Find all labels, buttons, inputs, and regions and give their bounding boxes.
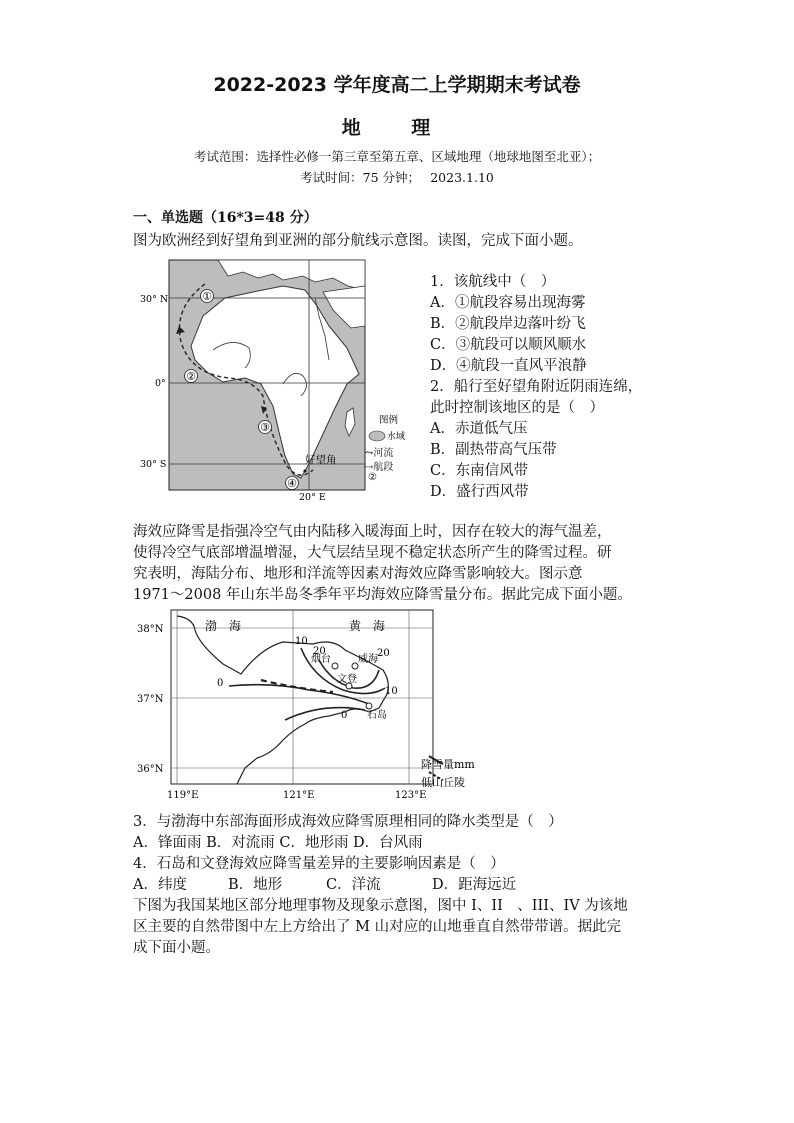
segment-3-label: ③ [260, 421, 270, 434]
shidao-label: 石岛 [367, 710, 387, 721]
segment-1-label: ① [202, 290, 212, 303]
lon-20e-label: 20° E [299, 492, 326, 503]
contour-0-label-b: 0 [341, 710, 348, 721]
intro-paragraph-3-line-1: 下图为我国某地区部分地理事物及现象示意图，图中 I、II 、III、IV 为该地 [133, 898, 628, 914]
legend-river-icon: ⤳ [365, 448, 374, 459]
cape-label: 好望角 [305, 454, 337, 466]
bohai-label: 渤 海 [205, 619, 242, 633]
segment-4-label: ④ [287, 477, 297, 490]
q1-option-a: A．①航段容易出现海雾 [430, 295, 586, 311]
q1-option-d: D．④航段一直风平浪静 [430, 358, 587, 374]
subject-title: 地 理 [341, 117, 453, 139]
intro-paragraph-2-line-4: 1971～2008 年山东半岛冬季年平均海效应降雪量分布。据此完成下面小题。 [133, 587, 632, 603]
segment-2-label: ② [186, 370, 196, 383]
legend-snow-label: 降雪量mm [421, 758, 475, 771]
intro-paragraph-2-line-1: 海效应降雪是指强冷空气由内陆移入暖海面上时，因存在较大的海气温差， [133, 524, 612, 540]
contour-0-label-a: 0 [217, 678, 224, 689]
intro-paragraph-1: 图为欧洲经到好望角到亚洲的部分航线示意图。读图，完成下面小题。 [133, 233, 583, 249]
contour-10-label-a: 10 [295, 636, 308, 647]
section-heading: 一、单选题（16*3=48 分） [133, 210, 318, 226]
legend-river-label: 河流 [373, 448, 394, 459]
q2-option-b: B．副热带高气压带 [430, 442, 557, 458]
legend-river-row [365, 444, 393, 459]
lat-36n-label: 36°N [137, 764, 164, 775]
legend-hill-label: 低山丘陵 [421, 776, 465, 789]
legend-water-swatch [369, 431, 385, 441]
lat-0-label: 0° [155, 378, 166, 389]
intro-paragraph-2-line-2: 使得冷空气底部增温增湿，大气层结呈现不稳定状态所产生的降雪过程。研 [133, 545, 612, 561]
q1-option-b: B．②航段岸边落叶纷飞 [430, 316, 586, 332]
q2-option-d: D．盛行西风带 [430, 484, 529, 500]
intro-paragraph-2-line-3: 究表明，海陆分布、地形和洋流等因素对海效应降雪影响较大。图示意 [133, 566, 583, 582]
q1-option-c: C．③航段可以顺风顺水 [430, 337, 587, 353]
q4-stem: 4．石岛和文登海效应降雪量差异的主要影响因素是（ ） [133, 856, 505, 872]
legend-route-icon: ⇢ [365, 462, 374, 473]
q2-stem-line-1: 2．船行至好望角附近阴雨连绵， [430, 379, 643, 395]
cape-marker [303, 469, 306, 472]
intro-paragraph-3-line-2: 区主要的自然带图中左上方给出了 M 山对应的山地垂直自然带带谱。据此完 [133, 919, 622, 935]
weihai-label: 威海 [358, 654, 378, 665]
huanghai-label: 黄 海 [349, 619, 386, 633]
q3-stem: 3．与渤海中东部海面形成海效应降雪原理相同的降水类型是（ ） [133, 814, 563, 830]
shandong-snowfall-map [133, 608, 473, 808]
legend-title: 图例 [379, 415, 399, 426]
shidao-marker [366, 703, 372, 709]
legend-route-row [365, 458, 393, 473]
q4-option-c: C．洋流 [326, 877, 381, 893]
africa-route-map [133, 256, 406, 504]
legend-route-label: 航段 [373, 462, 394, 473]
q4-option-a: A．纬度 [133, 877, 187, 893]
contour-20-label-b: 20 [377, 648, 390, 659]
q3-options: A．锋面雨 B．对流雨 C．地形雨 D．台风雨 [133, 835, 423, 851]
exam-scope: 考试范围：选择性必修一第三章至第五章、区域地理（地球地图至北亚）； [193, 149, 601, 164]
wendeng-label: 文登 [337, 674, 357, 685]
lon-121e-label: 121°E [283, 790, 315, 801]
legend-water-label: 水域 [387, 432, 406, 442]
lat-30s-label: 30° S [140, 459, 167, 470]
q2-stem-line-2: 此时控制该地区的是（ ） [430, 400, 604, 416]
q4-option-b: B．地形 [228, 877, 283, 893]
intro-paragraph-3-line-3: 成下面小题。 [133, 940, 220, 956]
lon-123e-label: 123°E [395, 790, 427, 801]
q2-option-c: C．东南信风带 [430, 463, 529, 479]
legend-route-num: ② [368, 472, 377, 483]
q2-option-a: A．赤道低气压 [430, 421, 528, 437]
lon-119e-label: 119°E [167, 790, 199, 801]
contour-20-label-a: 20 [313, 646, 326, 657]
lat-37n-label: 37°N [137, 694, 164, 705]
exam-time: 考试时间：75 分钟； 2023.1.10 [300, 170, 494, 185]
q1-stem: 1．该航线中（ ） [430, 274, 556, 290]
contour-10-label-b: 10 [385, 686, 398, 697]
lat-38n-label: 38°N [137, 624, 164, 635]
yantai-label: 烟台 [311, 654, 331, 665]
exam-title: 2022-2023 学年度高二上学期期末考试卷 [213, 74, 581, 96]
lat-30n-label: 30° N [140, 294, 169, 305]
yantai-marker [332, 663, 338, 669]
q4-option-d: D．距海远近 [432, 877, 517, 893]
